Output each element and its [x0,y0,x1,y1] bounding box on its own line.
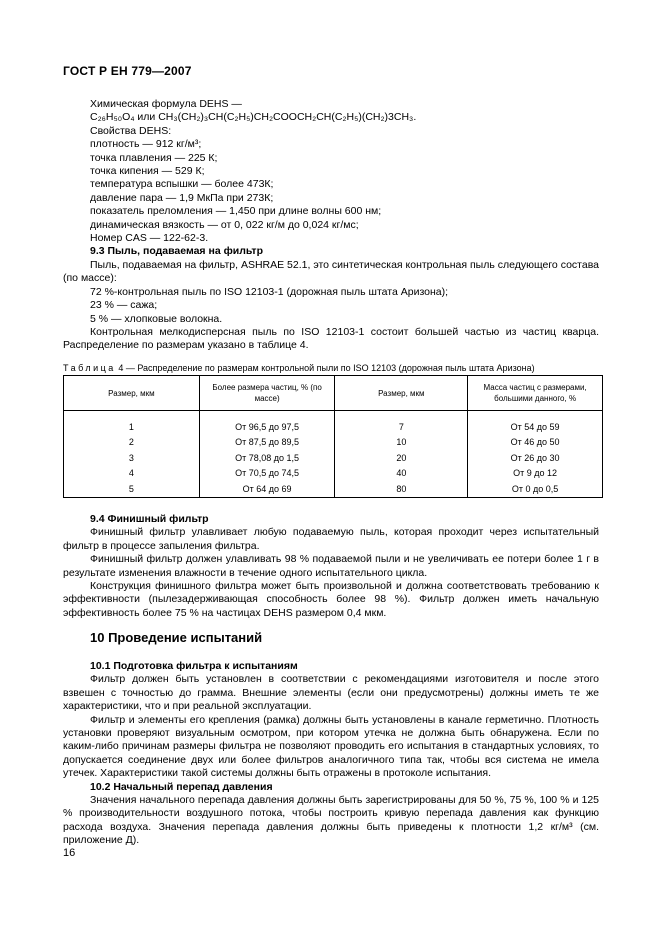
dehs-properties [63,98,599,353]
table-cell: От 0 до 0,5 [468,481,603,497]
table-cell: 3 [64,450,200,466]
table-cell: От 54 до 59 [468,419,603,435]
table-cell: От 87,5 до 89,5 [199,435,335,451]
section-10-1 [63,660,599,848]
section-10-2-title: 10.2 Начальный перепад давления [90,780,273,793]
properties-label: Свойства DEHS: [90,124,172,137]
column-header: Размер, мкм [335,376,468,411]
section-9-3-para-3: 23 % — сажа; [90,299,158,312]
section-10-1-para-1: Фильтр должен быть установлен в соответствии с рекомендациями изготовителя и после этого взвешен с точностью до грамма. Внешние элементы (если они предусмотрены) должны иметь те же характеристики, что и при реальной эксплуатации. [63,673,599,713]
table-row [64,419,603,435]
property-density: плотность — 912 кг/м³; [90,138,202,151]
section-9-3-para-4: 5 % — хлопковые волокна. [90,312,223,325]
property-refractive-index: показатель преломления — 1,450 при длине волны 600 нм; [90,205,382,218]
section-10-1-title: 10.1 Подготовка фильтра к испытаниям [90,660,298,672]
property-boiling-point: точка кипения — 529 К; [90,165,205,178]
section-10-1-para-2: Фильтр и элементы его крепления (рамка) должны быть установлены в канале герметично. Плотность установки проверяют визуальным осмотром, при котором утечка не должна быть обнаружена. Если по каким-либо причинам размеры фильтра не позволяют проводить его испытания в стандартных условиях, то допускается соединение двух или более фильтров аналогичного типа так, чтобы вся система не имела утечек. Характеристики такой системы должны быть отражены в протоколе испытания. [63,713,599,780]
table-cell: 1 [64,419,200,435]
table-row [64,466,603,482]
property-vapor-pressure: давление пара — 1,9 МкПа при 273К; [90,191,274,204]
section-9-4-para-1: Финишный фильтр улавливает любую подаваемую пыль, которая проходит через испытательный фильтр в процессе запыления фильтра. [63,526,599,552]
column-header: Масса частиц с размерами, большими данного, % [468,376,603,411]
table-cell: 40 [335,466,468,482]
table-cell: От 26 до 30 [468,450,603,466]
column-header: Размер, мкм [64,376,200,411]
property-flash-point: температура вспышки — более 473К; [90,178,274,191]
table-cell: От 46 до 50 [468,435,603,451]
property-cas-number: Номер CAS — 122-62-3. [90,232,209,245]
section-9-4-para-3: Конструкция финишного фильтра может быть произвольной и должна соответствовать требованию к эффективности (пылезадерживающая способность более 98 %). Фильтр должен иметь начальную эффективность более 75 % на частицах DEHS размером 0,4 мкм. [63,580,599,619]
table-cell: 7 [335,419,468,435]
formula-label: Химическая формула DEHS — [90,98,242,110]
property-viscosity: динамическая вязкость — от 0, 022 кг/м до 0,024 кг/мс; [90,218,359,231]
table-cell: От 78,08 до 1,5 [199,450,335,466]
table-row [64,435,603,451]
section-9-3-para-5: Контрольная мелкодисперсная пыль по ISO 12103-1 состоит большей частью из частиц кварца. Распределение по размерам указано в таблице 4. [63,325,599,352]
section-9-4-title: 9.4 Финишный фильтр [90,513,209,525]
chemical-formula: C₂₆H₅₀O₄ или CH₃(CH₂)₃CH(C₂H₅)CH₂COOCH₂CH(C₂H₅)(CH₂)3CH₃. [90,111,417,124]
table-cell: От 70,5 до 74,5 [199,466,335,482]
section-10-2-para-1: Значения начального перепада давления должны быть зарегистрированы для 50 %, 75 %, 100 % и 125 % производительности воздушного потока, чтобы построить кривую перепада давления как функцию расхода воздуха. Значения перепада давления должны быть приведены к плотности 1,2 кг/м³ (см. приложение Д). [63,794,599,847]
table-4 [63,375,603,498]
table-cell: От 9 до 12 [468,466,603,482]
table-cell: 4 [64,466,200,482]
table-cell: От 96,5 до 97,5 [199,419,335,435]
document-header: ГОСТ Р ЕН 779—2007 [63,64,192,78]
table-cell: 5 [64,481,200,497]
section-10-title: 10 Проведение испытаний [90,630,263,645]
table-caption-text: 4 — Распределение по размерам контрольной пыли по ISO 12103 (дорожная пыль штата Аризона) [118,363,535,373]
table-4-caption [63,363,603,373]
section-9-3-para-2: 72 %-контрольная пыль по ISO 12103-1 (дорожная пыль штата Аризона); [90,285,449,298]
table-cell: 10 [335,435,468,451]
table-label: Таблица [63,363,116,373]
column-header: Более размера частиц, % (по массе) [199,376,335,411]
table-cell: 2 [64,435,200,451]
table-cell: От 64 до 69 [199,481,335,497]
table-row [64,450,603,466]
section-9-3-para-1: Пыль, подаваемая на фильтр, ASHRAE 52.1, это синтетическая контрольная пыль следующего состава (по массе): [63,258,599,285]
page-number: 16 [63,847,76,859]
section-9-4-para-2: Финишный фильтр должен улавливать 98 % подаваемой пыли и не увеличивать ее потери более 1 г в результате изменения влажности в течение одного испытательного цикла. [63,553,599,579]
table-cell: 80 [335,481,468,497]
section-9-3-title: 9.3 Пыль, подаваемая на фильтр [90,245,263,258]
table-row [64,481,603,497]
property-melting-point: точка плавления — 225 К; [90,151,218,164]
table-cell: 20 [335,450,468,466]
section-9-4 [63,513,599,620]
